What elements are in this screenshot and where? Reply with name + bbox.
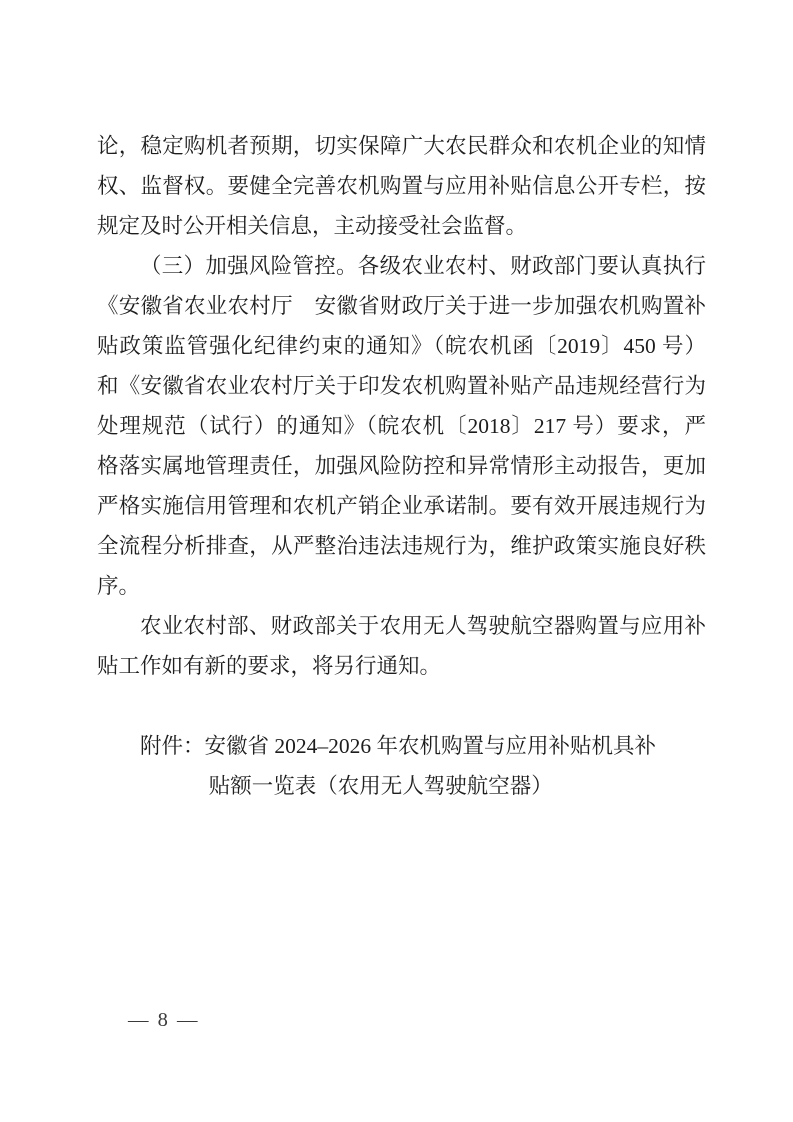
text-line: 处理规范（试行）的通知》（皖农机〔2018〕217 号）要求，严 bbox=[97, 414, 706, 438]
text-line: 规定及时公开相关信息，主动接受社会监督。 bbox=[97, 214, 528, 238]
text-line: 格落实属地管理责任，加强风险防控和异常情形主动报告，更加 bbox=[97, 454, 706, 478]
text-line: 《安徽省农业农村厅 安徽省财政厅关于进一步加强农机购置补 bbox=[97, 294, 706, 318]
text-line: 附件：安徽省 2024–2026 年农机购置与应用补贴机具补 bbox=[140, 734, 657, 758]
text-line: 和《安徽省农业农村厅关于印发农机购置补贴产品违规经营行为 bbox=[97, 374, 706, 398]
document-body bbox=[97, 126, 706, 806]
text-line: 贴工作如有新的要求，将另行通知。 bbox=[97, 654, 442, 678]
text-line: 全流程分析排查，从严整治违法违规行为，维护政策实施良好秩 bbox=[97, 534, 706, 558]
text-line: 农业农村部、财政部关于农用无人驾驶航空器购置与应用补 bbox=[140, 614, 706, 638]
page-number: — 8 — bbox=[128, 1009, 200, 1031]
text-line: 论，稳定购机者预期，切实保障广大农民群众和农机企业的知情 bbox=[97, 134, 706, 158]
text-line: 权、监督权。要健全完善农机购置与应用补贴信息公开专栏，按 bbox=[97, 174, 706, 198]
text-line bbox=[97, 686, 706, 726]
text-line: 序。 bbox=[97, 574, 141, 598]
text-line: 贴政策监管强化纪律约束的通知》（皖农机函〔2019〕450 号） bbox=[97, 334, 706, 358]
text-line: （三）加强风险管控。各级农业农村、财政部门要认真执行 bbox=[140, 254, 706, 278]
text-line: 贴额一览表（农用无人驾驶航空器） bbox=[208, 774, 553, 798]
text-line: 严格实施信用管理和农机产销企业承诺制。要有效开展违规行为 bbox=[97, 494, 706, 518]
